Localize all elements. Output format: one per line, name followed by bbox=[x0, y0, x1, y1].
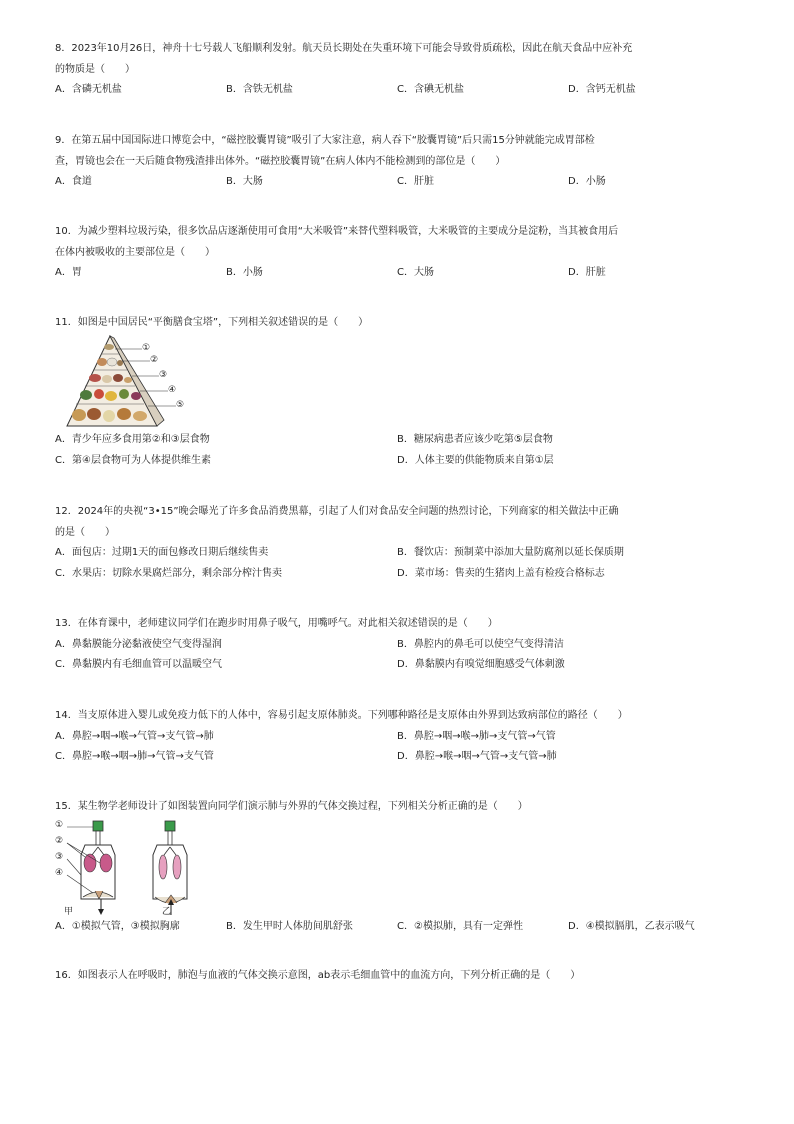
option-b[interactable]: B．糖尿病患者应该少吃第⑤层食物 bbox=[397, 434, 553, 445]
question-9 bbox=[55, 131, 745, 192]
question-15 bbox=[55, 797, 745, 818]
question-16 bbox=[55, 966, 745, 987]
option-b[interactable]: B．发生甲时人体肋间肌舒张 bbox=[226, 921, 353, 932]
option-c[interactable]: C．鼻黏膜内有毛细血管可以温暖空气 bbox=[55, 659, 222, 670]
option-c[interactable]: C．水果店：切除水果腐烂部分，剩余部分榨汁售卖 bbox=[55, 567, 282, 579]
question-11 bbox=[55, 313, 745, 334]
option-d[interactable]: D．小肠 bbox=[568, 176, 606, 187]
question-10-options bbox=[55, 263, 745, 283]
option-b[interactable]: B．大肠 bbox=[226, 176, 263, 187]
option-c[interactable]: C．肝脏 bbox=[397, 176, 434, 187]
option-d[interactable]: D．④模拟膈肌，乙表示吸气 bbox=[568, 921, 695, 932]
question-8-options bbox=[55, 80, 745, 100]
option-a[interactable]: A．含磷无机盐 bbox=[55, 84, 122, 95]
pyramid-label-4: ④ bbox=[168, 385, 177, 395]
option-a[interactable]: A．胃 bbox=[55, 267, 82, 278]
question-11-options bbox=[55, 430, 745, 471]
question-8-stem-line-2: 的物质是（ ） bbox=[55, 63, 135, 75]
pyramid-label-1: ① bbox=[142, 343, 151, 353]
option-b[interactable]: B．小肠 bbox=[226, 267, 263, 278]
option-d[interactable]: D．肝脏 bbox=[568, 267, 606, 278]
option-d[interactable]: D．菜市场：售卖的生猪肉上盖有检疫合格标志 bbox=[397, 567, 605, 579]
question-8 bbox=[55, 39, 745, 100]
lung-model-figure bbox=[55, 817, 205, 917]
option-c[interactable]: C．第④层食物可为人体提供维生素 bbox=[55, 454, 211, 466]
question-10-stem-line-1: 10．为减少塑料垃圾污染，很多饮品店逐渐使用可食用“大米吸管”来替代塑料吸管，大米吸管的主要成分是淀粉，当其被食用后 bbox=[55, 226, 619, 237]
food-pyramid-illustration bbox=[62, 334, 202, 428]
question-12-stem-line-1: 12．2024年的央视“3•15”晚会曝光了许多食品消费黑幕，引起了人们对食品安全问题的热烈讨论，下列商家的相关做法中正确 bbox=[55, 506, 619, 517]
question-12-stem-line-2: 的是（ ） bbox=[55, 526, 115, 538]
lung-model-label-3: ③ bbox=[55, 852, 64, 862]
option-d[interactable]: D．含钙无机盐 bbox=[568, 84, 636, 95]
food-pyramid-figure bbox=[62, 334, 202, 428]
option-b[interactable]: B．鼻腔→咽→喉→肺→支气管→气管 bbox=[397, 730, 556, 742]
lung-model-illustration bbox=[55, 817, 205, 917]
question-15-options bbox=[55, 917, 745, 937]
question-9-stem-line-2: 查，胃镜也会在一天后随食物残渣排出体外。“磁控胶囊胃镜”在病人体内不能检测到的部位是（ ） bbox=[55, 155, 506, 167]
question-14 bbox=[55, 706, 745, 768]
option-a[interactable]: A．青少年应多食用第②和③层食物 bbox=[55, 434, 210, 445]
pyramid-label-3: ③ bbox=[159, 370, 168, 380]
question-10-stem-line-2: 在体内被吸收的主要部位是（ ） bbox=[55, 246, 215, 258]
lung-model-label-yi: 乙 bbox=[162, 907, 172, 917]
option-a[interactable]: A．鼻腔→咽→喉→气管→支气管→肺 bbox=[55, 730, 214, 742]
question-14-stem: 14．当支原体进入婴儿或免疫力低下的人体中，容易引起支原体肺炎。下列哪种路径是支原体由外界到达致病部位的路径（ ） bbox=[55, 710, 628, 721]
option-d[interactable]: D．鼻黏膜内有嗅觉细胞感受气体刺激 bbox=[397, 659, 565, 670]
question-12 bbox=[55, 502, 745, 584]
question-10 bbox=[55, 222, 745, 283]
option-a[interactable]: A．①模拟气管，③模拟胸廓 bbox=[55, 921, 180, 932]
option-b[interactable]: B．含铁无机盐 bbox=[226, 84, 293, 95]
option-c[interactable]: C．大肠 bbox=[397, 267, 434, 278]
question-15-stem: 15．某生物学老师设计了如图装置向同学们演示肺与外界的气体交换过程，下列相关分析正确的是（ ） bbox=[55, 801, 528, 812]
option-a[interactable]: A．面包店：过期1天的面包修改日期后继续售卖 bbox=[55, 547, 269, 558]
question-13 bbox=[55, 614, 745, 676]
option-c[interactable]: C．②模拟肺，具有一定弹性 bbox=[397, 921, 523, 932]
option-a[interactable]: A．食道 bbox=[55, 176, 92, 187]
option-b[interactable]: B．餐饮店：预制菜中添加大量防腐剂以延长保质期 bbox=[397, 547, 624, 558]
pyramid-label-2: ② bbox=[150, 355, 159, 365]
pyramid-label-5: ⑤ bbox=[176, 400, 185, 410]
option-c[interactable]: C．鼻腔→喉→咽→肺→气管→支气管 bbox=[55, 751, 214, 762]
question-9-options bbox=[55, 172, 745, 192]
option-a[interactable]: A．鼻黏膜能分泌黏液使空气变得湿润 bbox=[55, 638, 222, 650]
question-9-stem-line-1: 9．在第五届中国国际进口博览会中，“磁控胶囊胃镜”吸引了大家注意，病人吞下“胶囊胃镜”后只需15分钟就能完成胃部检 bbox=[55, 135, 595, 146]
question-8-stem-line-1: 8．2023年10月26日，神舟十七号载人飞船顺利发射。航天员长期处在失重环境下可能会导致骨质疏松，因此在航天食品中应补充 bbox=[55, 43, 633, 54]
lung-model-label-1: ① bbox=[55, 820, 64, 830]
option-d[interactable]: D．鼻腔→喉→咽→气管→支气管→肺 bbox=[397, 751, 557, 762]
question-13-stem: 13．在体育课中，老师建议同学们在跑步时用鼻子吸气，用嘴呼气。对此相关叙述错误的是（ ） bbox=[55, 618, 498, 629]
lung-model-label-4: ④ bbox=[55, 868, 64, 878]
question-16-stem: 16．如图表示人在呼吸时，肺泡与血液的气体交换示意图，ab表示毛细血管中的血流方向，下列分析正确的是（ ） bbox=[55, 970, 581, 981]
lung-model-label-2: ② bbox=[55, 836, 64, 846]
option-b[interactable]: B．鼻腔内的鼻毛可以使空气变得清洁 bbox=[397, 638, 564, 650]
question-11-stem: 11．如图是中国居民“平衡膳食宝塔”，下列相关叙述错误的是（ ） bbox=[55, 317, 369, 328]
option-d[interactable]: D．人体主要的供能物质来自第①层 bbox=[397, 454, 554, 466]
option-c[interactable]: C．含碘无机盐 bbox=[397, 84, 464, 95]
lung-model-label-jia: 甲 bbox=[64, 907, 74, 917]
